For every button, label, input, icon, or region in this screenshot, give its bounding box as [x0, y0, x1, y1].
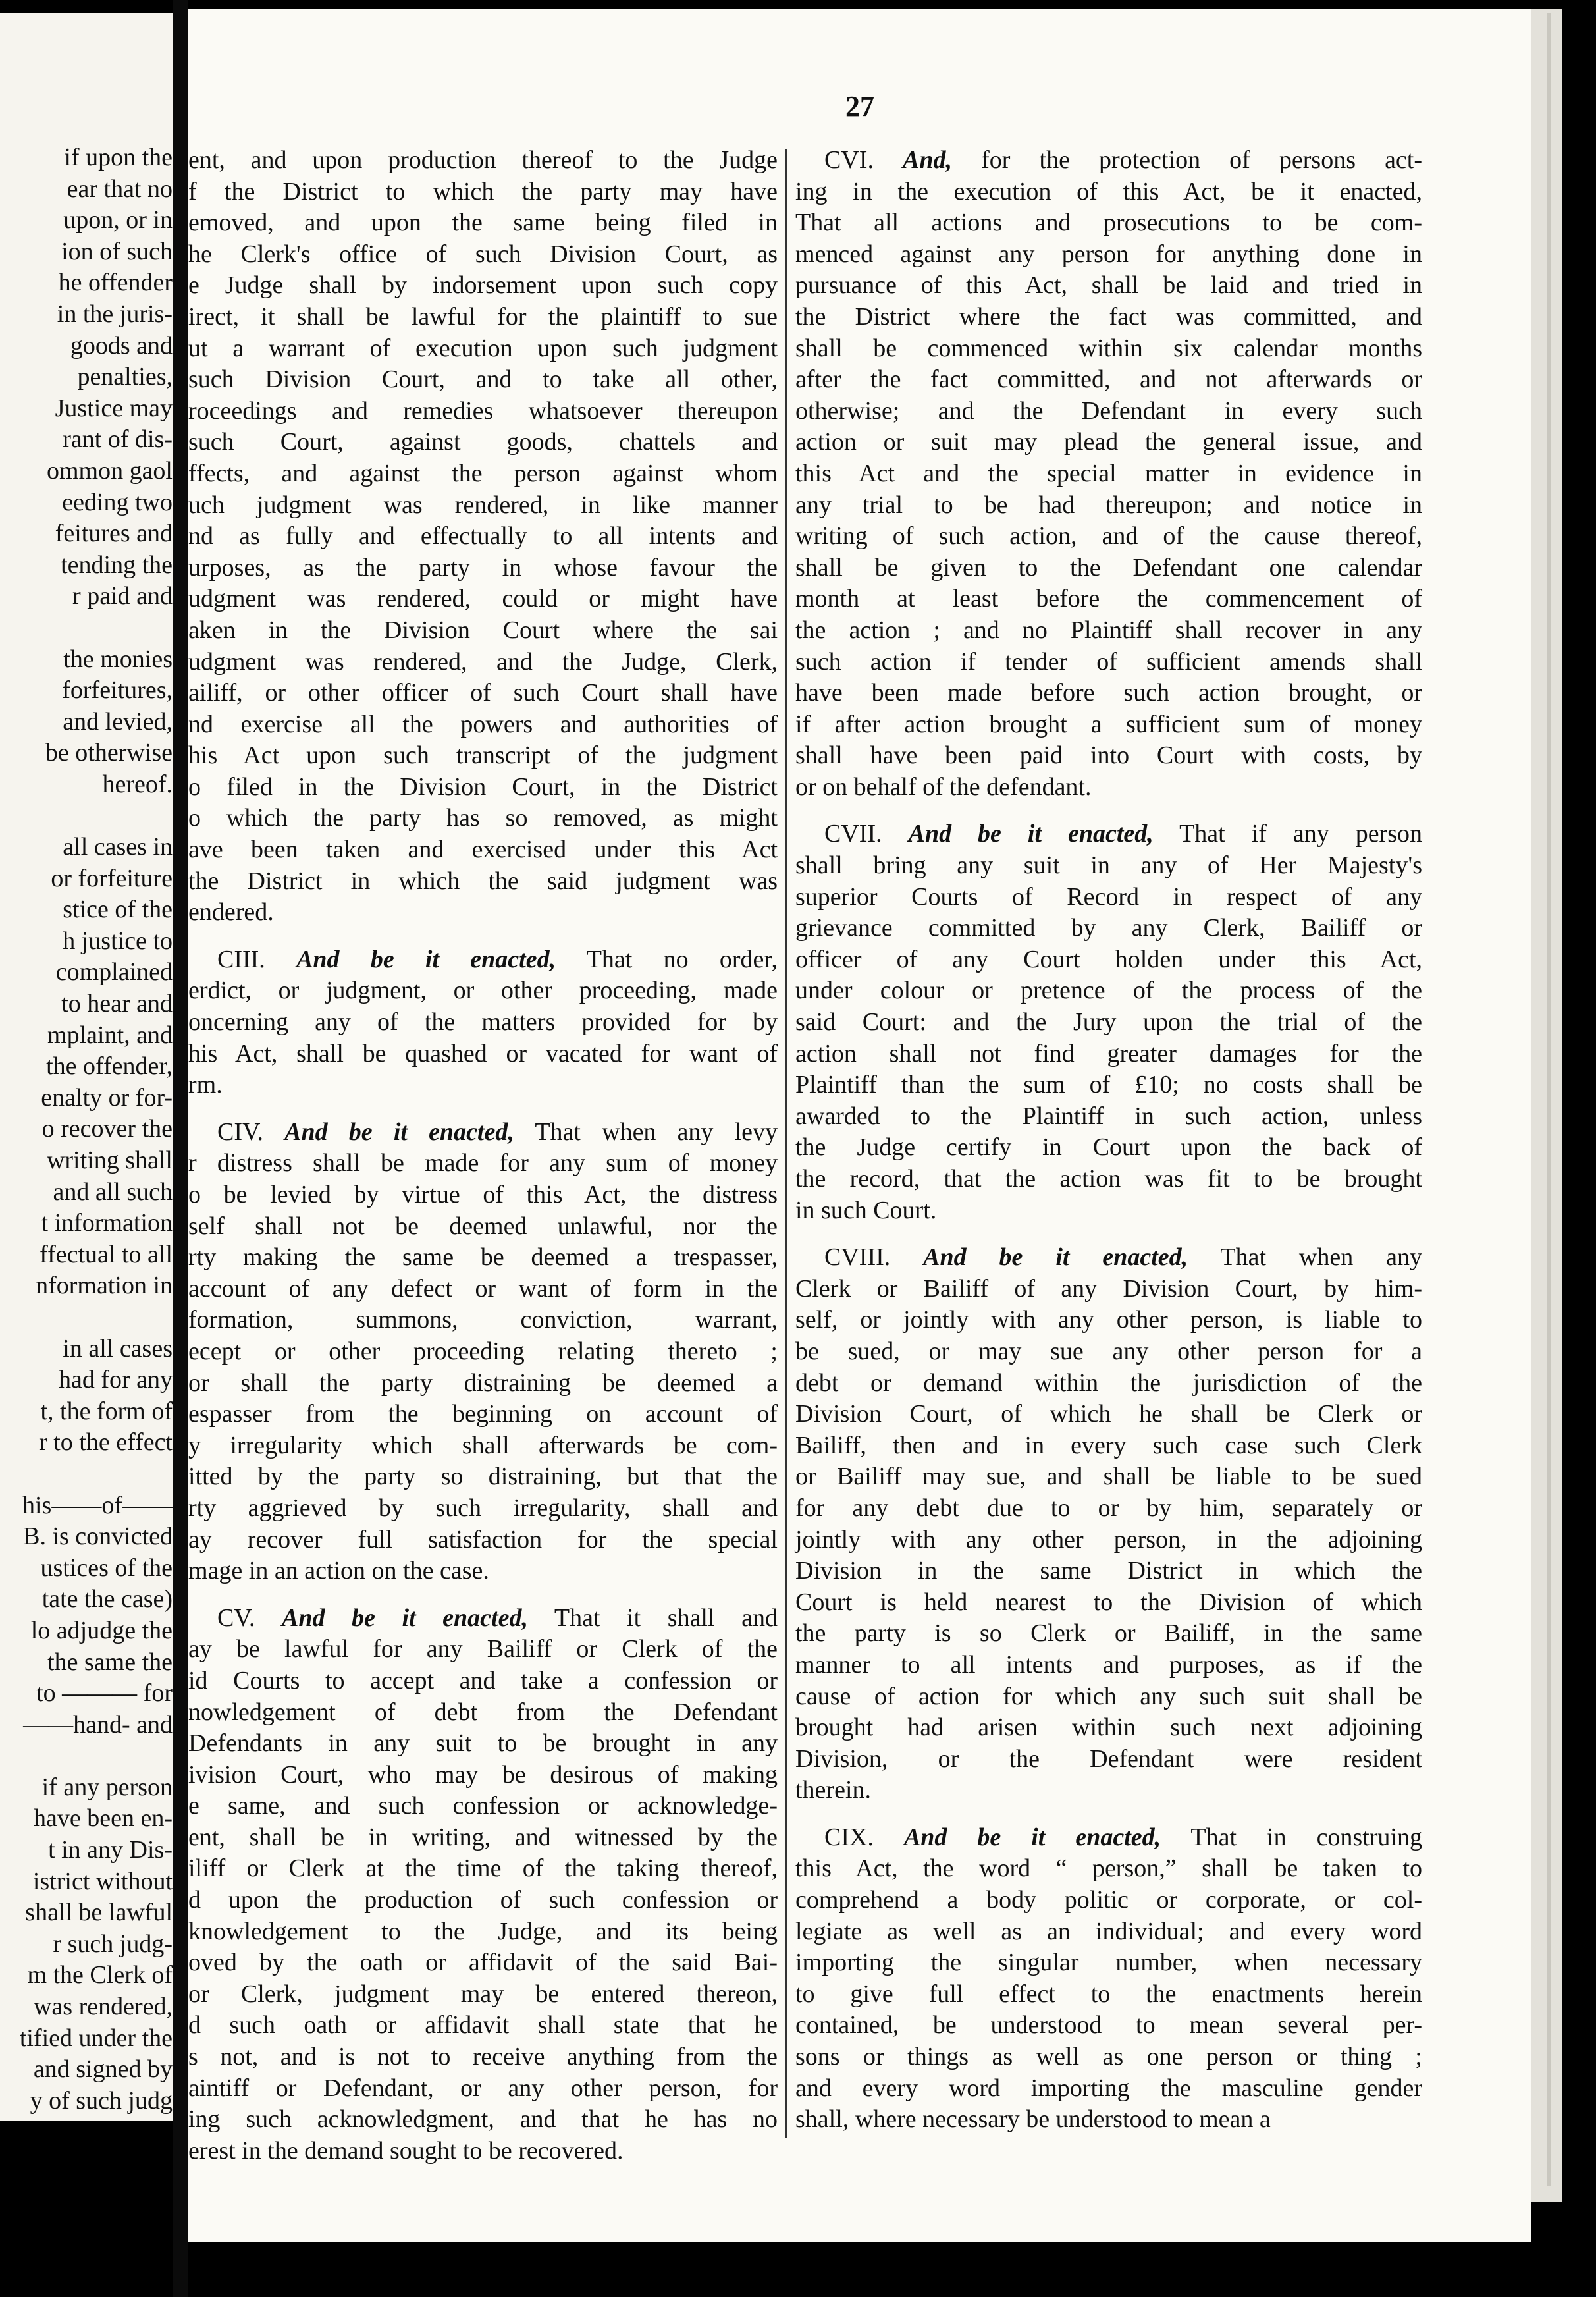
enacting-clause: And be it enacted,	[903, 1823, 1161, 1851]
text-line: ailiff, or other officer of such Court shall have	[188, 679, 778, 707]
paragraph-gap	[795, 1806, 1422, 1822]
text-line: cause of action for which any such suit shall be	[795, 1682, 1422, 1710]
left-page-line: tending the	[61, 551, 173, 579]
left-page-line: in the juris-	[57, 300, 173, 328]
text-line: urposes, as the party in whose favour the	[188, 553, 778, 581]
text-line: to give full effect to the enactments herein	[795, 1980, 1422, 2008]
text-line: uch judgment was rendered, in like manner	[188, 491, 778, 519]
text-line: ent, shall be in writing, and witnessed by the	[188, 1823, 778, 1851]
text-line: or shall the party distraining be deemed a	[188, 1368, 778, 1397]
left-page-line: and all such	[53, 1177, 173, 1206]
left-page-line: complained	[55, 958, 173, 986]
left-page-line: all cases in	[63, 833, 173, 861]
text-line: account of any defect or want of form in the	[188, 1274, 778, 1303]
left-page-line: r paid and	[72, 582, 173, 610]
text-line: any trial to be had thereupon; and notice in	[795, 491, 1422, 519]
text-line	[795, 145, 1422, 176]
left-page-line: o recover the	[41, 1115, 173, 1143]
left-page-line: if upon the	[64, 144, 173, 171]
text-line: shall bring any suit in any of Her Majesty's	[795, 851, 1422, 880]
text-line: action or suit may plead the general issue, and	[795, 428, 1422, 456]
left-page-line: eeding two	[62, 488, 173, 516]
text-line: the District where the fact was committed, and	[795, 302, 1422, 331]
text-line: action shall not find greater damages for the	[795, 1039, 1422, 1067]
left-page-line: rant of dis-	[63, 425, 173, 454]
text-line: officer of any Court holden under this Act,	[795, 945, 1422, 973]
text-line: self shall not be deemed unlawful, nor the	[188, 1212, 778, 1240]
text-line: ay recover full satisfaction for the special	[188, 1525, 778, 1554]
book-gutter	[173, 0, 188, 2297]
text-line: d such oath or affidavit shall state that he	[188, 2011, 778, 2040]
middle-column	[188, 145, 778, 2167]
section-number: CVI.	[824, 146, 874, 174]
text-line: formation, summons, conviction, warrant,	[188, 1306, 778, 1334]
text-line: oncerning any of the matters provided for by	[188, 1008, 778, 1037]
text-line: contained, be understood to mean several per-	[795, 2011, 1422, 2040]
text-line: said Court: and the Jury upon the trial of the	[795, 1008, 1422, 1037]
left-page-line: t, the form of	[40, 1397, 173, 1425]
text-line: Court is held nearest to the Division of which	[795, 1588, 1422, 1616]
section-number: CVIII.	[824, 1243, 891, 1272]
line-text: That in construing	[1190, 1823, 1422, 1851]
line-text: That if any person	[1179, 820, 1422, 848]
paragraph-gap	[795, 803, 1422, 819]
text-line	[188, 1117, 778, 1148]
page-edge-shadow	[1547, 13, 1551, 2186]
main-page	[188, 9, 1531, 2242]
text-line: sons or things as well as one person or thing ;	[795, 2043, 1422, 2071]
left-page-line: the offender,	[46, 1052, 173, 1081]
section-number: CIV.	[217, 1118, 264, 1146]
text-line: shall have been paid into Court with costs, by	[795, 742, 1422, 770]
text-line: this Act and the special matter in evidence in	[795, 459, 1422, 487]
text-line: mage in an action on the case.	[188, 1557, 489, 1585]
paragraph-gap	[188, 929, 778, 944]
text-line: superior Courts of Record in respect of any	[795, 882, 1422, 911]
text-line: ing in the execution of this Act, be it enacted,	[795, 177, 1422, 205]
text-line: id Courts to accept and take a confession or	[188, 1666, 778, 1694]
text-line: aintiff or Defendant, or any other person, for	[188, 2074, 778, 2102]
text-line: Division in the same District in which the	[795, 1557, 1422, 1585]
text-line: itted by the party so distraining, but that the	[188, 1463, 778, 1491]
text-line	[795, 1242, 1422, 1274]
page-number: 27	[845, 90, 874, 122]
text-line: self, or jointly with any other person, is liable to	[795, 1306, 1422, 1334]
left-page-line: had for any	[58, 1366, 173, 1394]
left-page-line: to ——— for	[36, 1679, 173, 1708]
enacting-clause: And be it enacted,	[296, 945, 556, 973]
text-line: such Court, against goods, chattels and	[188, 428, 778, 456]
text-line: rty making the same be deemed a trespasser,	[188, 1243, 778, 1272]
left-page-line: penalties,	[77, 363, 173, 391]
column-divider	[785, 149, 787, 2138]
left-page-line: tate the case)	[41, 1585, 173, 1613]
text-line: this Act, the word “ person,” shall be taken to	[795, 1854, 1422, 1883]
text-line: s not, and is not to receive anything from the	[188, 2043, 778, 2071]
text-line: after the fact committed, and not afterwards or	[795, 365, 1422, 394]
line-text: That when any levy	[535, 1118, 778, 1146]
left-page-line	[0, 1741, 173, 1772]
left-page-line: hereof.	[102, 770, 173, 798]
text-line: iliff or Clerk at the time of the taking thereof,	[188, 1854, 778, 1883]
left-page-line: the monies	[63, 645, 173, 673]
text-line: or on behalf of the defendant.	[795, 772, 1092, 801]
text-line: or Clerk, judgment may be entered thereon,	[188, 1980, 778, 2008]
text-line: legiate as well as an individual; and every word	[795, 1917, 1422, 1945]
text-line: erdict, or judgment, or other proceeding, made	[188, 977, 778, 1005]
left-page-line: or forfeiture	[51, 864, 173, 892]
text-line: oved by the oath or affidavit of the said Bai-	[188, 1949, 778, 1977]
text-line: udgment was rendered, and the Judge, Clerk,	[188, 647, 778, 676]
section-number: CIII.	[217, 945, 265, 973]
text-line: Plaintiff than the sum of £10; no costs shall be	[795, 1071, 1422, 1099]
text-line: Division, or the Defendant were resident	[795, 1744, 1422, 1773]
left-page-line: r to the effect	[39, 1428, 173, 1457]
text-line	[188, 944, 778, 976]
text-line: month at least before the commencement of	[795, 585, 1422, 613]
left-page-line: he offender	[58, 269, 173, 297]
text-line: nd exercise all the powers and authorities of	[188, 710, 778, 738]
section-number: CIX.	[824, 1823, 874, 1851]
text-line: his Act, shall be quashed or vacated for want of	[188, 1039, 778, 1067]
text-line: Division Court, of which he shall be Clerk or	[795, 1400, 1422, 1428]
section-number: CVII.	[824, 820, 882, 848]
text-line: ave been taken and exercised under this Act	[188, 836, 778, 864]
text-line: therein.	[795, 1776, 872, 1804]
text-line: be sued, or may sue any other person for a	[795, 1337, 1422, 1365]
left-page-line: and levied,	[63, 707, 173, 736]
paragraph-gap	[188, 1587, 778, 1603]
left-page-line: and signed by	[33, 2055, 173, 2084]
text-line: under colour or pretence of the process of the	[795, 977, 1422, 1005]
text-line: awarded to the Plaintiff in such action, unless	[795, 1102, 1422, 1130]
text-line: e same, and such confession or acknowledge-	[188, 1792, 778, 1820]
text-line: the record, that the action was fit to be brought	[795, 1165, 1422, 1193]
text-line: the District in which the said judgment was	[188, 867, 778, 895]
text-line: rm.	[188, 1071, 223, 1099]
paragraph-gap	[795, 1226, 1422, 1242]
left-page-line: have been en-	[34, 1804, 173, 1833]
left-page-line: the same the	[47, 1648, 173, 1676]
text-line: jointly with any other person, in the adjoining	[795, 1525, 1422, 1554]
left-page-line: nformation in	[36, 1272, 173, 1300]
section-number: CV.	[217, 1604, 255, 1632]
left-page-line: h justice to	[63, 927, 173, 955]
text-line: otherwise; and the Defendant in every such	[795, 396, 1422, 425]
left-page-line: m the Clerk of	[27, 1961, 173, 1989]
text-line: such Division Court, and to take all other,	[188, 365, 778, 394]
text-line: ut a warrant of execution upon such judgment	[188, 334, 778, 362]
left-page-line	[0, 612, 173, 644]
text-line: roceedings and remedies whatsoever thereupon	[188, 396, 778, 425]
text-line: f the District to which the party may have	[188, 177, 778, 205]
left-page-line	[0, 800, 173, 832]
left-page-line: shall be lawful	[25, 1899, 173, 1927]
left-page-line: istrict without	[32, 1867, 173, 1895]
text-line: brought had arisen within such next adjoining	[795, 1714, 1422, 1742]
left-page-line: enalty or for-	[41, 1083, 173, 1112]
text-line: irect, it shall be lawful for the plaintiff to sue	[188, 302, 778, 331]
text-line: and every word importing the masculine gender	[795, 2074, 1422, 2102]
text-line: ffects, and against the person against whom	[188, 459, 778, 487]
left-page-line: t information	[41, 1209, 173, 1237]
text-line: e Judge shall by indorsement upon such copy	[188, 271, 778, 300]
text-line: for any debt due to or by him, separately or	[795, 1494, 1422, 1522]
left-page-fragment	[0, 13, 173, 2121]
text-line: rty aggrieved by such irregularity, shall and	[188, 1494, 778, 1522]
text-line: udgment was rendered, could or might have	[188, 585, 778, 613]
text-line: ent, and upon production thereof to the Judge	[188, 146, 778, 174]
left-page-line: was rendered,	[33, 1993, 173, 2021]
text-line: o which the party has so removed, as might	[188, 804, 778, 832]
text-line: ing such acknowledgment, and that he has no	[188, 2105, 778, 2134]
text-line: o be levied by virtue of this Act, the distress	[188, 1181, 778, 1208]
text-line: comprehend a body politic or corporate, or col-	[795, 1886, 1422, 1914]
left-page-line: forfeitures,	[62, 676, 173, 705]
text-line: Defendants in any suit to be brought in any	[188, 1729, 778, 1758]
left-page-line: stice of the	[63, 896, 173, 924]
line-text: That it shall and	[554, 1604, 778, 1632]
left-page-line	[0, 1459, 173, 1490]
left-page-line: be otherwise	[45, 739, 173, 767]
text-line: Bailiff, then and in every such case such Clerk	[795, 1431, 1422, 1459]
text-line: have been made before such action brought, or	[795, 679, 1422, 707]
text-line: endered.	[188, 898, 274, 927]
paragraph-gap	[188, 1101, 778, 1117]
text-line: nowledgement of debt from the Defendant	[188, 1698, 778, 1726]
left-page-line: ——hand- and	[23, 1710, 173, 1739]
enacting-clause: And be it enacted,	[281, 1604, 528, 1632]
text-line: the party is so Clerk or Bailiff, in the same	[795, 1619, 1422, 1648]
left-page-line: Justice may	[55, 394, 173, 422]
left-page-line: ommon gaol	[46, 456, 173, 485]
text-line: Clerk or Bailiff of any Division Court, by him-	[795, 1274, 1422, 1303]
text-line: his Act upon such transcript of the judgment	[188, 742, 778, 770]
text-line: shall be commenced within six calendar months	[795, 334, 1422, 362]
text-line: y irregularity which shall afterwards be com-	[188, 1431, 778, 1459]
enacting-clause: And,	[903, 146, 953, 174]
left-page-line: his——of——	[22, 1491, 173, 1519]
text-line: nd as fully and effectually to all intents and	[188, 522, 778, 551]
left-page-line: upon, or in	[63, 206, 173, 234]
text-line: shall be given to the Defendant one calendar	[795, 553, 1422, 581]
left-page-line: writing shall	[46, 1147, 173, 1174]
text-line: writing of such action, and of the cause thereof,	[795, 522, 1422, 551]
left-page-line: r such judg-	[53, 1930, 173, 1958]
right-column	[795, 145, 1422, 2136]
text-line: menced against any person for anything done in	[795, 240, 1422, 268]
text-line: if after action brought a sufficient sum of money	[795, 710, 1422, 738]
text-line: he Clerk's office of such Division Court, as	[188, 240, 778, 268]
left-page-line: y of such judg	[30, 2086, 173, 2115]
text-line: erest in the demand sought to be recovered.	[188, 2136, 624, 2165]
text-line: shall, where necessary be understood to mean a	[795, 2105, 1271, 2134]
enacting-clause: And be it enacted,	[284, 1118, 514, 1146]
text-line: That all actions and prosecutions to be com-	[795, 209, 1422, 237]
left-page-line	[0, 1302, 173, 1334]
text-line	[188, 1603, 778, 1635]
text-line: espasser from the beginning on account of	[188, 1400, 778, 1428]
left-page-line: if any person	[41, 1773, 173, 1801]
text-line: r distress shall be made for any sum of money	[188, 1149, 778, 1177]
left-page-line: t in any Dis-	[48, 1836, 173, 1864]
left-page-line: mplaint, and	[47, 1021, 173, 1049]
text-line: ay be lawful for any Bailiff or Clerk of the	[188, 1635, 778, 1663]
text-line: debt or demand within the jurisdiction of the	[795, 1368, 1422, 1397]
left-page-line: B. is convicted	[23, 1523, 173, 1551]
text-line: or Bailiff may sue, and shall be liable to be sued	[795, 1463, 1422, 1491]
text-line	[795, 819, 1422, 850]
text-line: d upon the production of such confession or	[188, 1886, 778, 1914]
left-page-text	[0, 142, 173, 2117]
line-text: That when any	[1220, 1243, 1422, 1272]
line-text: for the protection of persons act-	[981, 146, 1423, 174]
text-line: the action ; and no Plaintiff shall recover in any	[795, 616, 1422, 644]
text-line: ecept or other proceeding relating thereto ;	[188, 1337, 778, 1365]
text-line: grievance committed by any Clerk, Bailiff or	[795, 914, 1422, 942]
text-line: manner to all intents and purposes, as if the	[795, 1650, 1422, 1679]
text-line: such action if tender of sufficient amends shall	[795, 647, 1422, 676]
left-page-line: ear that no	[66, 175, 173, 203]
left-page-line: in all cases	[63, 1334, 173, 1363]
line-text: That no order,	[586, 945, 778, 973]
text-line: importing the singular number, when necessary	[795, 1949, 1422, 1977]
left-page-line: tified under the	[19, 2024, 173, 2052]
enacting-clause: And be it enacted,	[923, 1243, 1188, 1272]
text-line: pursuance of this Act, shall be laid and tried in	[795, 271, 1422, 300]
left-page-line: ffectual to all	[40, 1240, 173, 1268]
text-line: ivision Court, who may be desirous of making	[188, 1760, 778, 1789]
left-page-line: goods and	[70, 331, 173, 360]
text-line: emoved, and upon the same being filed in	[188, 209, 778, 237]
text-line: in such Court.	[795, 1196, 937, 1224]
text-line: o filed in the Division Court, in the District	[188, 772, 778, 801]
left-page-line: to hear and	[61, 990, 173, 1018]
page-edge	[1531, 9, 1562, 2202]
text-line: aken in the Division Court where the sai	[188, 616, 778, 644]
text-line: knowledgement to the Judge, and its being	[188, 1917, 778, 1945]
left-page-line: ustices of the	[40, 1554, 173, 1582]
text-line	[795, 1822, 1422, 1854]
enacting-clause: And be it enacted,	[908, 820, 1154, 848]
left-page-line: ion of such	[61, 237, 173, 265]
text-line: the Judge certify in Court upon the back of	[795, 1133, 1422, 1162]
left-page-line: lo adjudge the	[30, 1616, 173, 1644]
left-page-line: feitures and	[55, 520, 173, 548]
